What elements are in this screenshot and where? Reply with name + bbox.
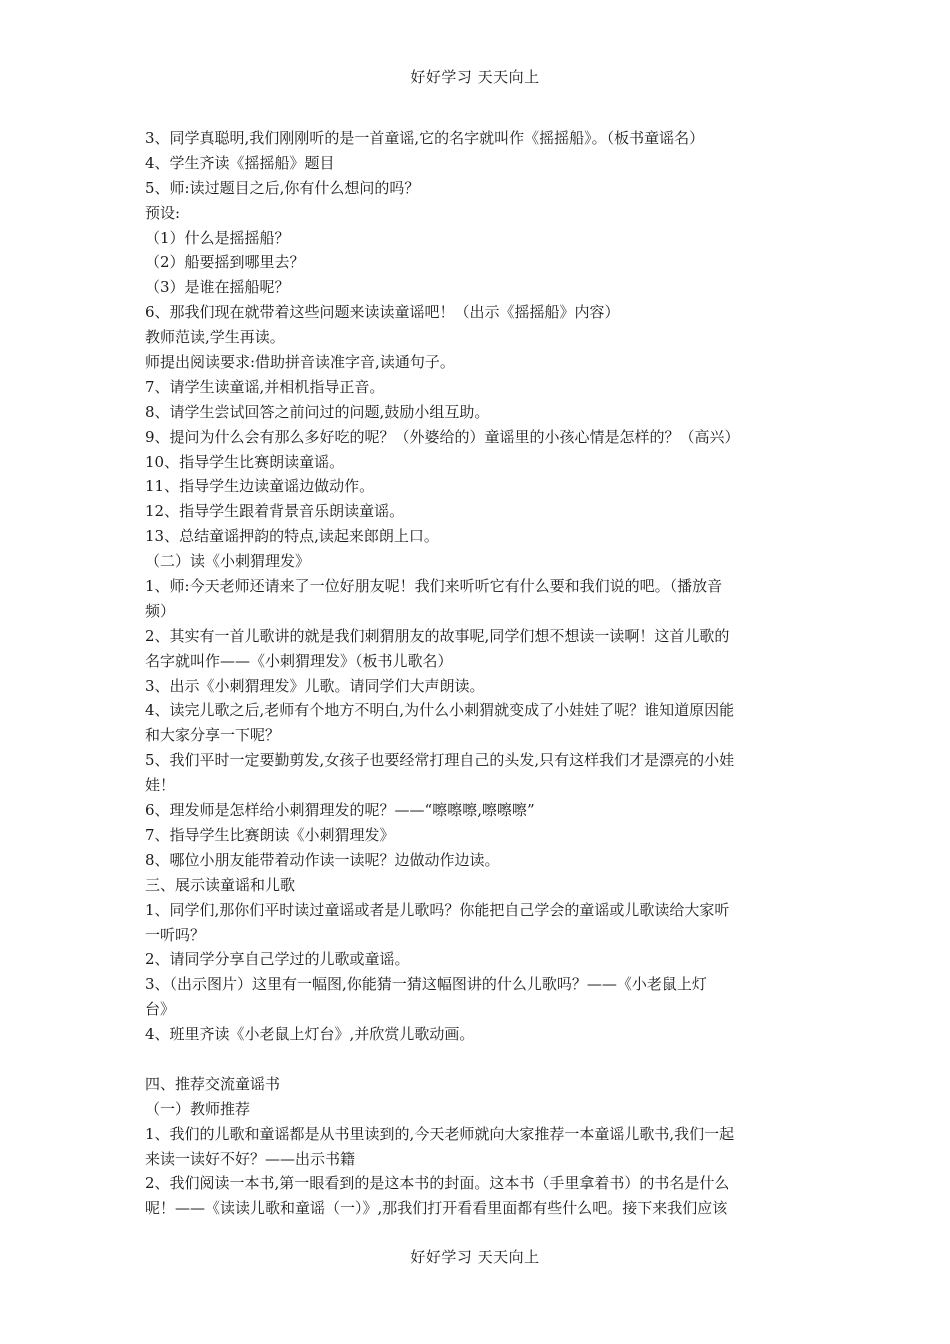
text-line: 一听吗？ [145, 925, 206, 944]
text-line: 6、理发师是怎样给小刺猬理发的呢？——“嚓嚓嚓,嚓嚓嚓” [145, 801, 535, 820]
text-line: 8、哪位小朋友能带着动作读一读呢？边做动作边读。 [145, 850, 500, 869]
text-line: 呢！——《读读儿歌和童谣（一）》,那我们打开看看里面都有些什么吧。接下来我们应该 [145, 1199, 728, 1218]
text-line: 2、请同学分享自己学过的儿歌或童谣。 [145, 950, 410, 969]
text-line: 5、师:读过题目之后,你有什么想问的吗？ [145, 178, 420, 197]
text-line: 娃！ [145, 776, 176, 795]
page-header: 好好学习 天天向上 [410, 68, 540, 86]
text-line: （3）是谁在摇船呢？ [145, 278, 290, 297]
body-text [145, 126, 810, 1221]
text-line: 7、请学生读童谣,并相机指导正音。 [145, 377, 385, 396]
text-line: 13、总结童谣押韵的特点,读起来郎朗上口。 [145, 527, 439, 546]
text-line: 12、指导学生跟着背景音乐朗读童谣。 [145, 502, 405, 521]
text-line: 1、同学们,那你们平时读过童谣或者是儿歌吗？你能把自己学会的童谣或儿歌读给大家听 [145, 900, 730, 919]
text-line: 预设: [145, 203, 181, 222]
text-line: 9、提问为什么会有那么多好吃的呢？（外婆给的）童谣里的小孩心情是怎样的？（高兴） [145, 427, 740, 446]
text-line: 和大家分享一下呢？ [145, 726, 281, 745]
text-line: 来读一读好不好？——出示书籍 [145, 1149, 356, 1168]
text-line: （2）船要摇到哪里去？ [145, 253, 305, 272]
text-line: 11、指导学生边读童谣边做动作。 [145, 477, 375, 496]
text-line: 5、我们平时一定要勤剪发,女孩子也要经常打理自己的头发,只有这样我们才是漂亮的小娃 [145, 751, 735, 770]
text-line: 3、同学真聪明,我们刚刚听的是一首童谣,它的名字就叫作《摇摇船》。（板书童谣名） [145, 129, 705, 147]
text-line: （一）教师推荐 [145, 1099, 251, 1118]
text-line: 8、请学生尝试回答之前问过的问题,鼓励小组互助。 [145, 402, 490, 421]
text-line: 7、指导学生比赛朗读《小刺猬理发》 [145, 825, 395, 844]
text-line: 1、师:今天老师还请来了一位好朋友呢！我们来听听它有什么要和我们说的吧。（播放音 [145, 577, 723, 596]
text-line: 4、学生齐读《摇摇船》题目 [145, 153, 335, 172]
text-line: 4、班里齐读《小老鼠上灯台》,并欣赏儿歌动画。 [145, 1025, 475, 1044]
text-line: 台》 [145, 1000, 176, 1019]
text-line: 四、推荐交流童谣书 [145, 1074, 281, 1093]
text-line: 1、我们的儿歌和童谣都是从书里读到的,今天老师就向大家推荐一本童谣儿歌书,我们一起 [145, 1124, 735, 1143]
text-line: 10、指导学生比赛朗读童谣。 [145, 452, 345, 471]
text-line: 2、其实有一首儿歌讲的就是我们刺猬朋友的故事呢,同学们想不想读一读啊！这首儿歌的 [145, 626, 730, 645]
text-line: 频） [145, 601, 176, 620]
text-line: 2、我们阅读一本书,第一眼看到的是这本书的封面。这本书（手里拿着书）的书名是什么 [145, 1174, 730, 1193]
text-line: 3、出示《小刺猬理发》儿歌。请同学们大声朗读。 [145, 676, 485, 695]
text-line: 师提出阅读要求:借助拼音读准字音,读通句子。 [145, 353, 455, 372]
text-line: 3、（出示图片）这里有一幅图,你能猜一猜这幅图讲的什么儿歌吗？——《小老鼠上灯 [145, 975, 707, 994]
text-line: （二）读《小刺猬理发》 [145, 552, 311, 571]
text-line: （1）什么是摇摇船？ [145, 228, 290, 247]
text-line: 名字就叫作——《小刺猬理发》（板书儿歌名） [145, 651, 453, 670]
text-line: 6、那我们现在就带着这些问题来读读童谣吧！（出示《摇摇船》内容） [145, 303, 620, 322]
blank-line [145, 1047, 810, 1072]
text-line: 三、展示读童谣和儿歌 [145, 875, 296, 894]
text-line: 教师范读,学生再读。 [145, 328, 285, 347]
text-line: 4、读完儿歌之后,老师有个地方不明白,为什么小刺猬就变成了小娃娃了呢？谁知道原因能 [145, 701, 735, 720]
page-footer: 好好学习 天天向上 [410, 1248, 540, 1266]
